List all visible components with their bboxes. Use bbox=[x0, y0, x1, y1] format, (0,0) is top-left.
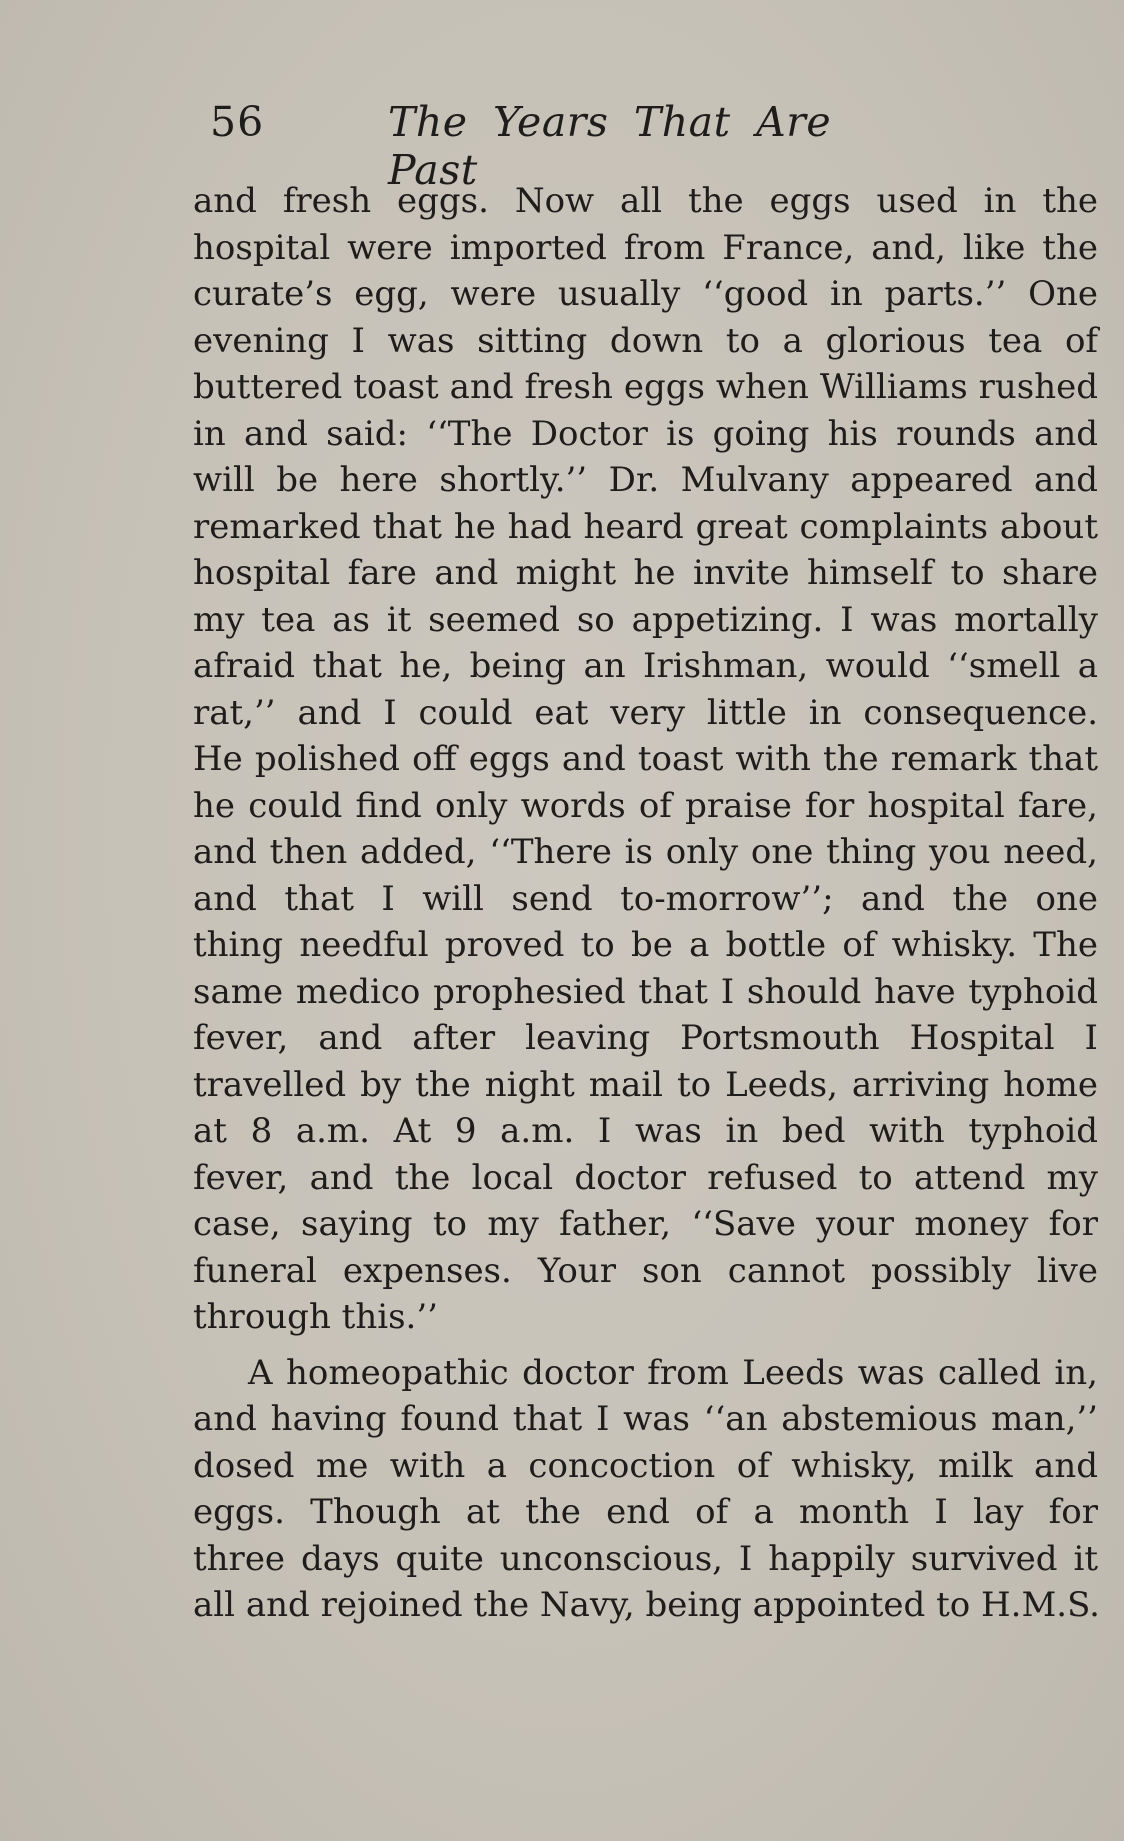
text-line: and that I will send to-morrow’’; and the one bbox=[193, 878, 1098, 919]
text-line: my tea as it seemed so appetizing. I was mortally bbox=[193, 599, 1098, 640]
text-line: afraid that he, being an Irishman, would ‘‘smell a bbox=[193, 646, 1098, 686]
text-line: remarked that he had heard great complaints about bbox=[193, 506, 1098, 547]
text-line: fever, and the local doctor refused to attend my bbox=[193, 1157, 1098, 1198]
text-line: hospital were imported from France, and, like the bbox=[193, 227, 1098, 268]
text-line: rat,’’ and I could eat very little in consequence. bbox=[193, 692, 1098, 733]
text-line: dosed me with a concoction of whisky, milk and bbox=[193, 1445, 1098, 1486]
book-title: The Years That Are Past bbox=[388, 98, 832, 194]
text-line: he could find only words of praise for hospital fare, bbox=[193, 785, 1098, 826]
text-line: travelled by the night mail to Leeds, arriving home bbox=[193, 1064, 1098, 1105]
text-line: and having found that I was ‘‘an abstemious man,’’ bbox=[193, 1399, 1098, 1439]
paragraph-1 bbox=[193, 178, 1098, 1341]
text-line: and fresh eggs. Now all the eggs used in the bbox=[193, 181, 1098, 221]
paragraph-gap bbox=[193, 1341, 1098, 1350]
text-line: fever, and after leaving Portsmouth Hospital I bbox=[193, 1018, 1098, 1058]
text-line: and then added, ‘‘There is only one thing you need, bbox=[193, 832, 1098, 872]
text-line: all and rejoined the Navy, being appointed to H.M.S. bbox=[193, 1585, 1100, 1625]
text-line: curate’s egg, were usually ‘‘good in parts.’’ One bbox=[193, 274, 1098, 314]
text-line: through this.’’ bbox=[193, 1297, 438, 1337]
text-line: hospital fare and might he invite himself to share bbox=[193, 553, 1098, 593]
text-line: in and said: ‘‘The Doctor is going his rounds and bbox=[193, 413, 1098, 454]
text-line: at 8 a.m. At 9 a.m. I was in bed with typhoid bbox=[193, 1111, 1098, 1151]
body-text bbox=[193, 178, 1098, 1629]
text-line: will be here shortly.’’ Dr. Mulvany appeared and bbox=[193, 460, 1098, 500]
text-line: thing needful proved to be a bottle of whisky. The bbox=[193, 925, 1098, 965]
page-number: 56 bbox=[210, 98, 265, 146]
text-line: same medico prophesied that I should have typhoid bbox=[193, 971, 1098, 1012]
text-line: eggs. Though at the end of a month I lay for bbox=[193, 1492, 1098, 1532]
running-head bbox=[210, 92, 930, 194]
text-line: He polished off eggs and toast with the remark that bbox=[193, 739, 1098, 779]
text-line: A homeopathic doctor from Leeds was called in, bbox=[248, 1352, 1098, 1393]
text-line: case, saying to my father, ‘‘Save your money for bbox=[193, 1204, 1098, 1244]
paragraph-2 bbox=[193, 1350, 1098, 1629]
text-line: funeral expenses. Your son cannot possibly live bbox=[193, 1250, 1098, 1291]
text-line: three days quite unconscious, I happily survived it bbox=[193, 1538, 1098, 1579]
text-line: evening I was sitting down to a glorious tea of bbox=[193, 320, 1098, 361]
text-line: buttered toast and fresh eggs when Williams rushed bbox=[193, 367, 1098, 407]
